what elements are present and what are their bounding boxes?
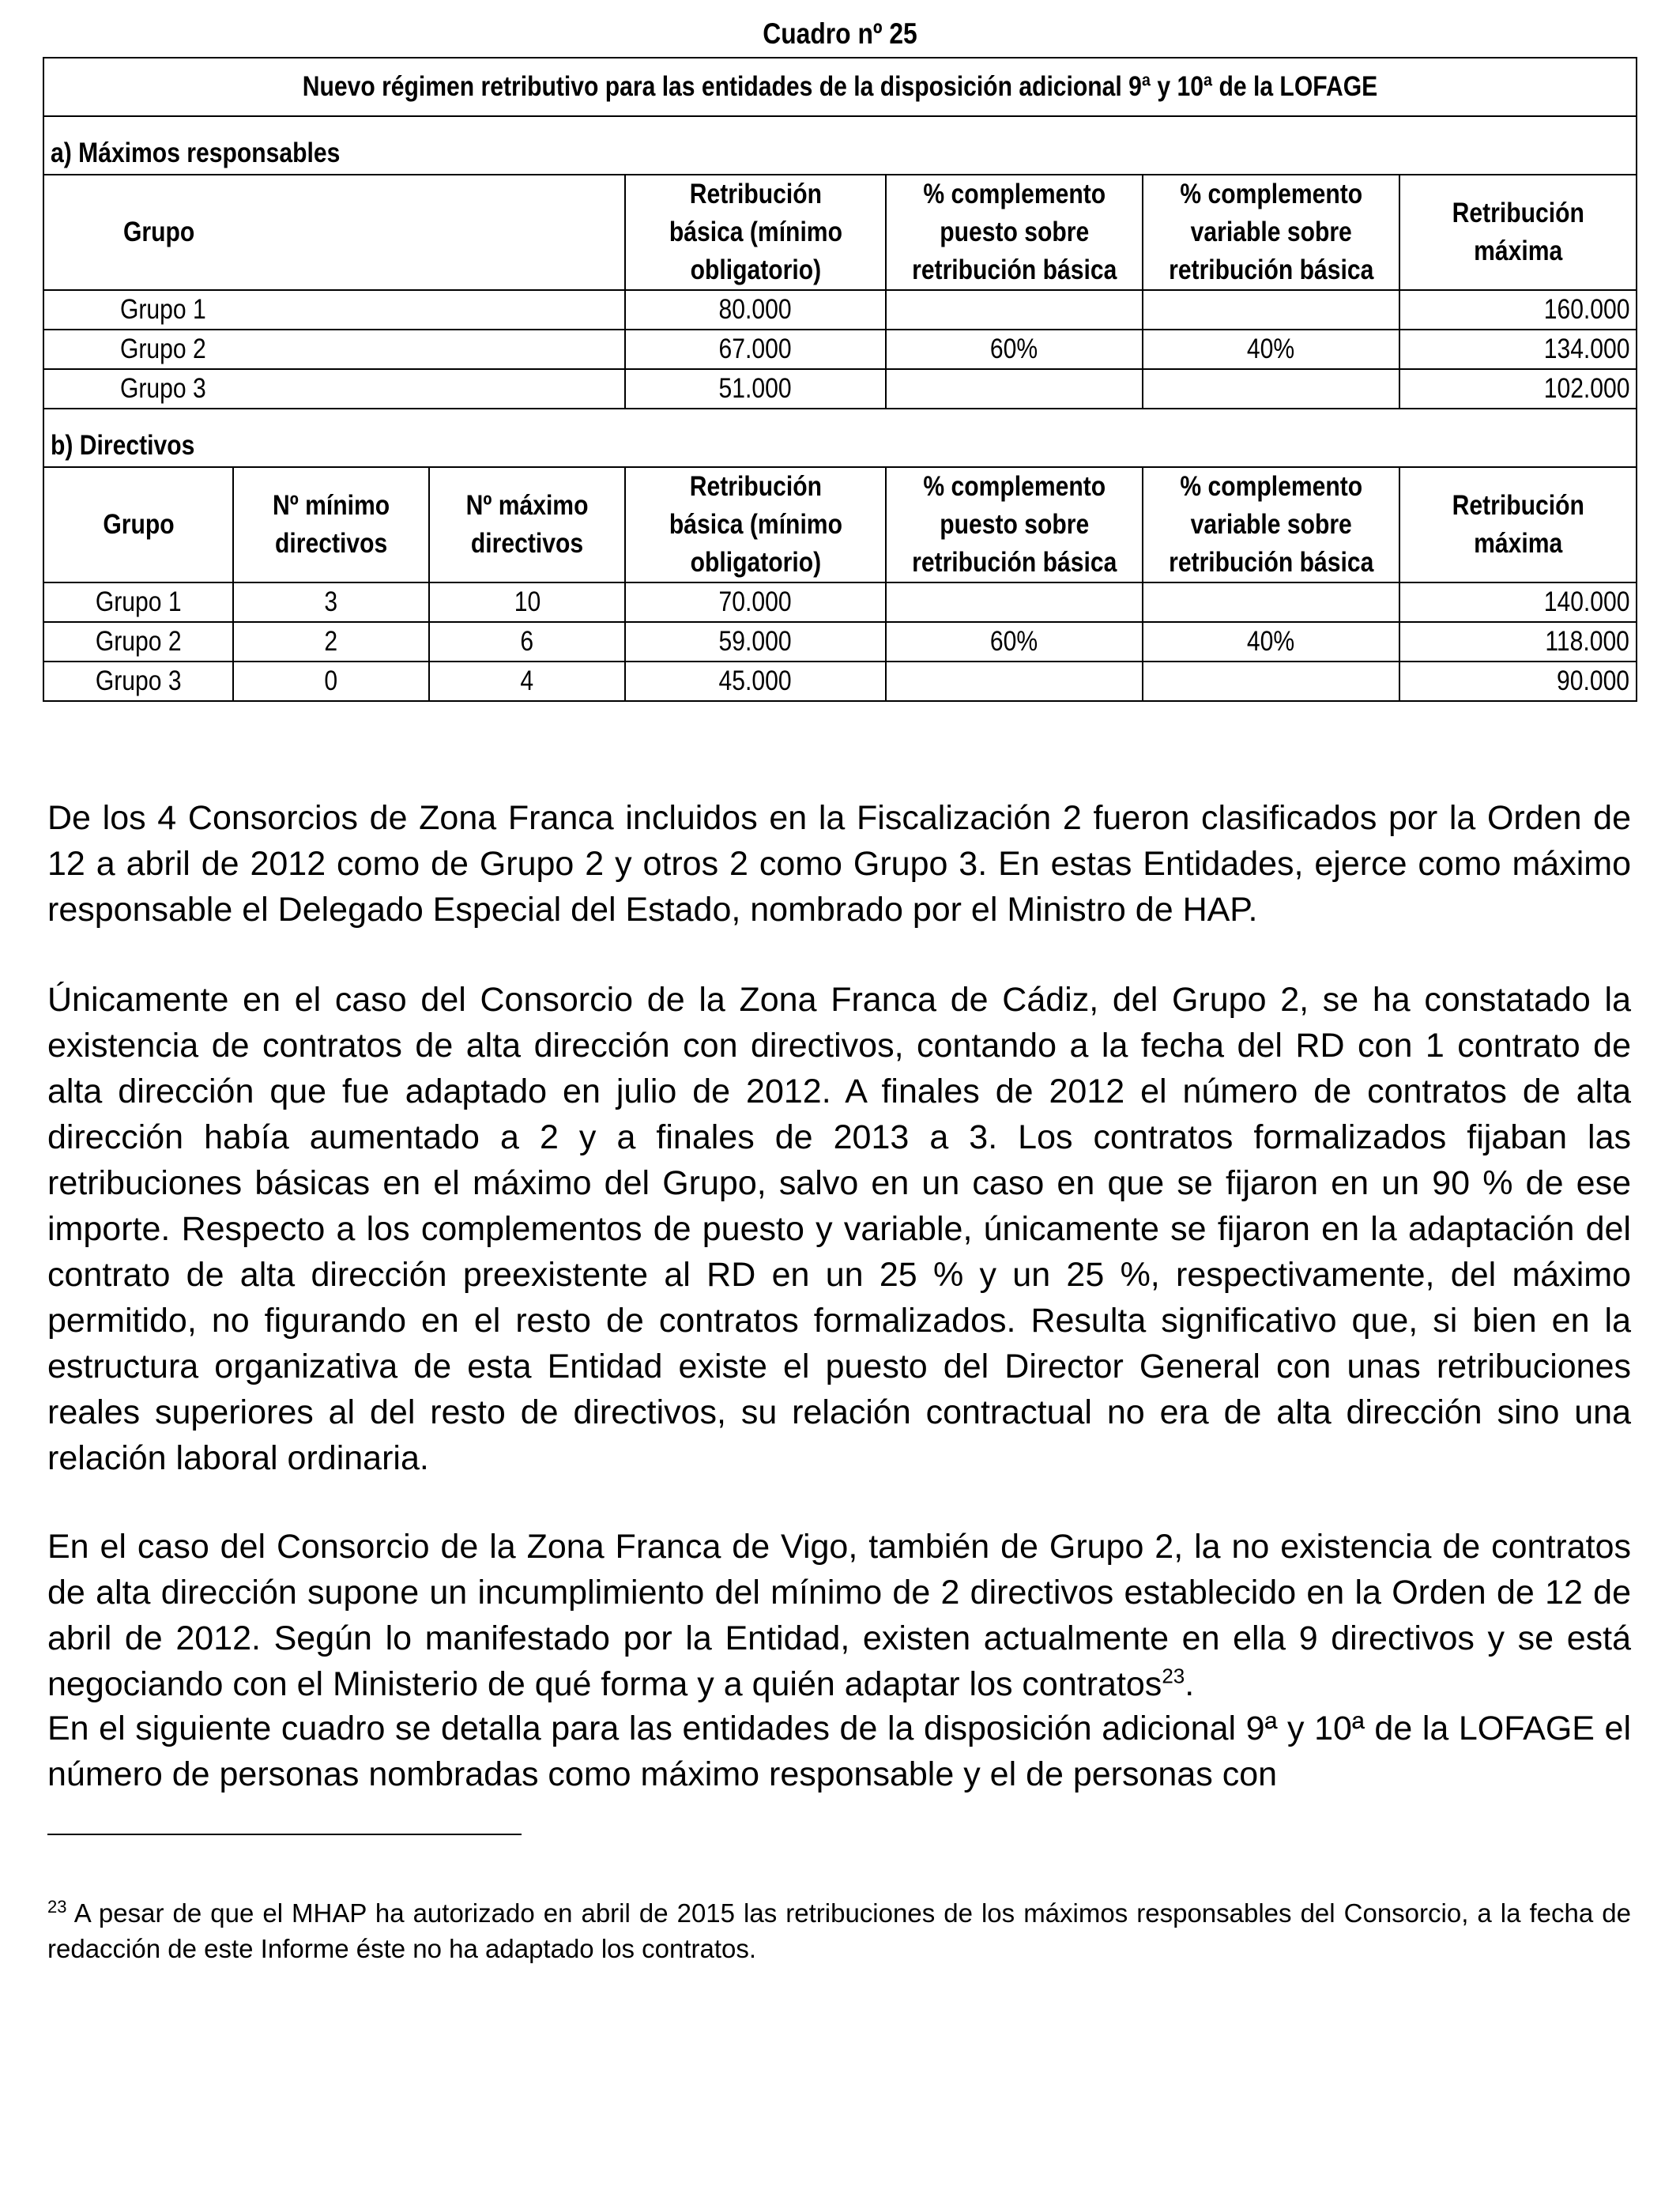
section-b-label: b) Directivos (43, 409, 1637, 467)
table-row (43, 622, 1637, 662)
table-title-row (43, 58, 1637, 116)
cell-variable (1143, 290, 1399, 330)
header-complemento-variable: % complemento variable sobre retribución básica (1143, 467, 1399, 582)
cell-min: 0 (233, 662, 429, 701)
cell-grupo: Grupo 3 (43, 369, 625, 409)
cell-basica: 67.000 (625, 330, 886, 369)
header-max-directivos: Nº máximo directivos (429, 467, 625, 582)
cell-maxima: 134.000 (1399, 330, 1637, 369)
cell-puesto (886, 582, 1143, 622)
table-title: Nuevo régimen retributivo para las entidades de la disposición adicional 9ª y 10ª de la LOFAGE (43, 58, 1637, 116)
cell-grupo: Grupo 1 (43, 582, 233, 622)
header-grupo: Grupo (43, 467, 233, 582)
cell-basica: 80.000 (625, 290, 886, 330)
table-row (43, 582, 1637, 622)
header-complemento-puesto: % complemento puesto sobre retribución básica (886, 175, 1143, 290)
cell-maxima: 160.000 (1399, 290, 1637, 330)
cell-grupo: Grupo 2 (43, 622, 233, 662)
cell-maxima: 90.000 (1399, 662, 1637, 701)
footnote-number: 23 (47, 1897, 67, 1917)
section-a-label: a) Máximos responsables (43, 116, 1637, 175)
section-a-header (43, 175, 1637, 290)
cell-grupo: Grupo 3 (43, 662, 233, 701)
cell-maxima: 118.000 (1399, 622, 1637, 662)
footnote (47, 1895, 1631, 1966)
cell-max: 6 (429, 622, 625, 662)
cell-maxima: 102.000 (1399, 369, 1637, 409)
cell-basica: 51.000 (625, 369, 886, 409)
cell-variable (1143, 582, 1399, 622)
cell-maxima: 140.000 (1399, 582, 1637, 622)
cell-puesto (886, 662, 1143, 701)
cell-min: 2 (233, 622, 429, 662)
cell-puesto (886, 369, 1143, 409)
cell-variable: 40% (1143, 330, 1399, 369)
cell-puesto (886, 290, 1143, 330)
cell-max: 4 (429, 662, 625, 701)
cell-puesto: 60% (886, 330, 1143, 369)
cell-basica: 59.000 (625, 622, 886, 662)
section-b-header (43, 467, 1637, 582)
section-a-row (43, 116, 1637, 175)
header-retribucion-basica: Retribución básica (mínimo obligatorio) (625, 175, 886, 290)
table-row (43, 662, 1637, 701)
header-complemento-variable: % complemento variable sobre retribución básica (1143, 175, 1399, 290)
section-b-row (43, 409, 1637, 467)
cell-min: 3 (233, 582, 429, 622)
footnote-ref[interactable]: 23 (1162, 1664, 1185, 1688)
table-row (43, 330, 1637, 369)
paragraph-2: Únicamente en el caso del Consorcio de la Zona Franca de Cádiz, del Grupo 2, se ha constatado la existencia de contratos de alta dirección con directivos, contando a la fecha del RD con 1 contrato de alta dirección que fue adaptado en julio de 2012. A finales de 2012 el número de contratos de alta dirección había aumentado a 2 y a finales de 2013 a 3. Los contratos formalizados fijaban las retribuciones básicas en el máximo del Grupo, salvo en un caso en que se fijaron en un 90 % de ese importe. Respecto a los complementos de puesto y variable, únicamente se fijaron en la adaptación del contrato de alta dirección preexistente al RD en un 25 % y un 25 %, respectivamente, del máximo permitido, no figurando en el resto de contratos formalizados. Resulta significativo que, si bien en la estructura organizativa de esta Entidad existe el puesto del Director General con unas retribuciones reales superiores al del resto de directivos, su relación contractual no era de alta dirección sino una relación laboral ordinaria. (47, 981, 1631, 1477)
table-row (43, 369, 1637, 409)
header-retribucion-maxima: Retribución máxima (1399, 175, 1637, 290)
retribution-table (43, 57, 1637, 702)
cell-basica: 45.000 (625, 662, 886, 701)
footnote-divider (47, 1834, 522, 1835)
cell-variable (1143, 662, 1399, 701)
header-complemento-puesto: % complemento puesto sobre retribución básica (886, 467, 1143, 582)
cell-variable (1143, 369, 1399, 409)
paragraph-3: En el caso del Consorcio de la Zona Franca de Vigo, también de Grupo 2, la no existencia de contratos de alta dirección supone un incumplimiento del mínimo de 2 directivos establecido en la Orden de 12 de abril de 2012. Según lo manifestado por la Entidad, existen actualmente en ella 9 directivos y se está negociando con el Ministerio de qué forma y a quién adaptar los contratos$^{23}$. (47, 1528, 1631, 1703)
footnote-text: A pesar de que el MHAP ha autorizado en abril de 2015 las retribuciones de los máximos responsables del Consorcio, a la fecha de redacción de este Informe éste no ha adaptado los contratos. (47, 1898, 1631, 1963)
header-min-directivos: Nº mínimo directivos (233, 467, 429, 582)
table-row (43, 290, 1637, 330)
cell-puesto: 60% (886, 622, 1143, 662)
cell-grupo: Grupo 1 (43, 290, 625, 330)
paragraph-1: De los 4 Consorcios de Zona Franca incluidos en la Fiscalización 2 fueron clasificados por la Orden de 12 a abril de 2012 como de Grupo 2 y otros 2 como Grupo 3. En estas Entidades, ejerce como máximo responsable el Delegado Especial del Estado, nombrado por el Ministro de HAP. (47, 799, 1631, 929)
cell-variable: 40% (1143, 622, 1399, 662)
table-caption: Cuadro nº 25 (763, 17, 917, 50)
paragraph-4: En el siguiente cuadro se detalla para las entidades de la disposición adicional 9ª y 10ª de la LOFAGE el número de personas nombradas como máximo responsable y el de personas con (47, 1710, 1631, 1793)
cell-basica: 70.000 (625, 582, 886, 622)
header-retribucion-basica: Retribución básica (mínimo obligatorio) (625, 467, 886, 582)
header-grupo: Grupo (43, 175, 625, 290)
header-retribucion-maxima: Retribución máxima (1399, 467, 1637, 582)
cell-max: 10 (429, 582, 625, 622)
cell-grupo: Grupo 2 (43, 330, 625, 369)
